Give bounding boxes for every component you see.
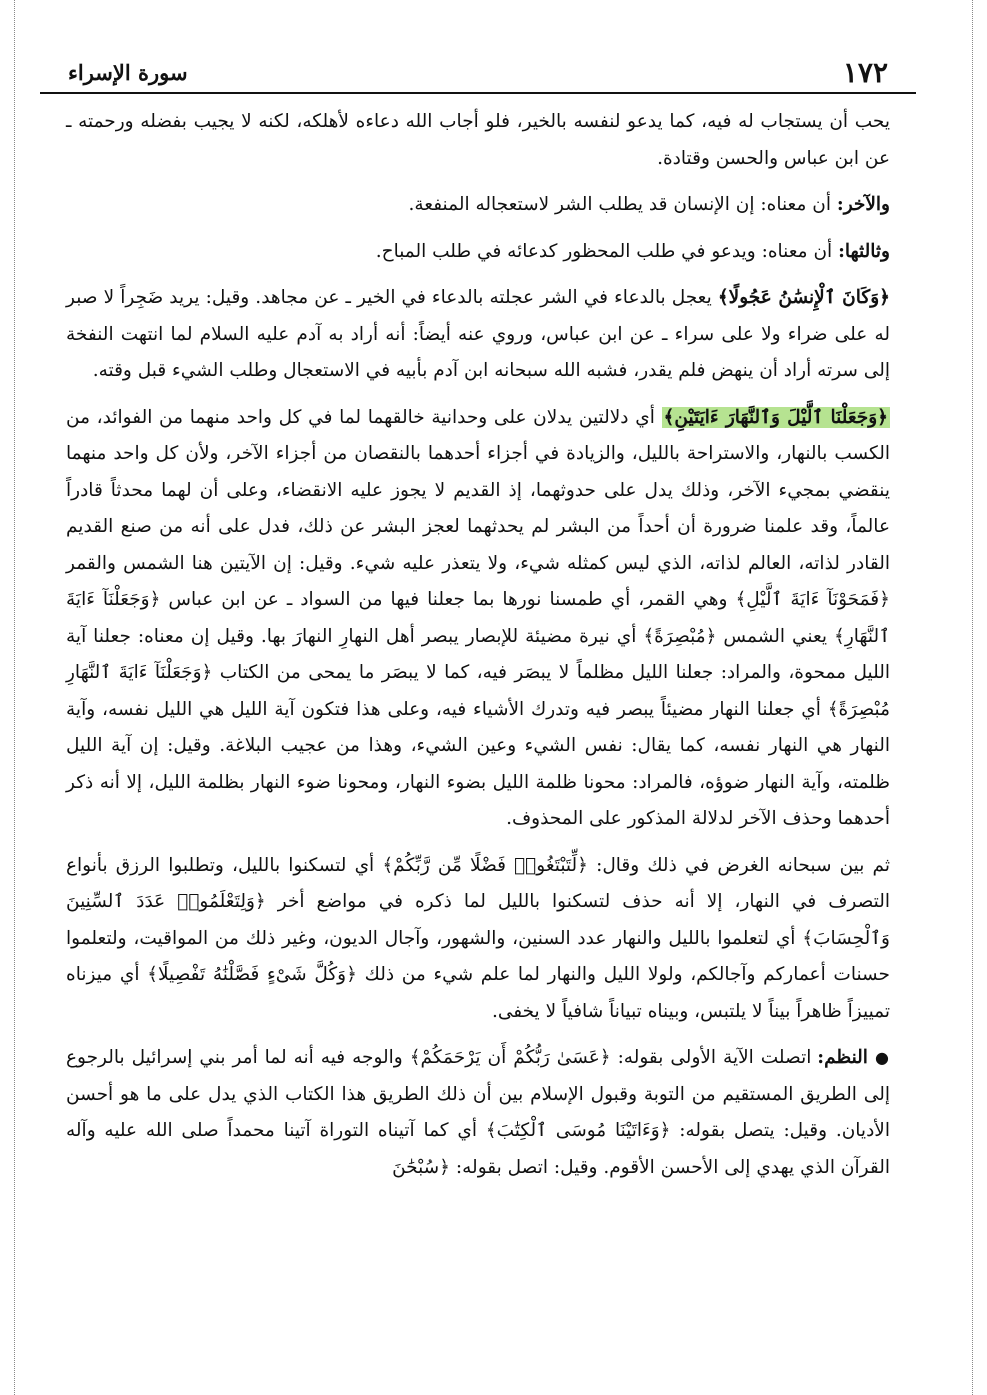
paragraph-lead: والآخر: — [836, 194, 890, 215]
paragraph-1 — [66, 104, 890, 177]
page-body — [40, 94, 916, 1186]
bullet-icon: ● — [874, 1048, 890, 1067]
paragraph-text: ثم بين سبحانه الغرض في ذلك وقال: ﴿لِّتَبْتَغُوا۟ فَضْلًا مِّن رَّبِّكُمْ﴾ أي لتسكنوا بالليل، وتطلبوا الرزق بأنواع التصرف في النهار، إلا أنه حذف لتسكنوا بالليل لما ذكره في مواضع أخر ﴿وَلِتَعْلَمُوا۟ عَدَدَ ٱلسِّنِينَ وَٱلْحِسَابَ﴾ أي لتعلموا بالليل والنهار عدد السنين، والشهور، وآجال الديون، وغير ذلك من المواقيت، ولتعلموا حسنات أعماركم وآجالكم، ولولا الليل والنهار لما علم شيء من ذلك ﴿وَكُلَّ شَىْءٍ فَصَّلْنَٰهُ تَفْصِيلًا﴾ أي ميزناه تمييزاً ظاهراً بيناً لا يلتبس، وبيناه تبياناً شافياً لا يخفى. — [66, 854, 890, 1022]
page-header — [40, 52, 916, 94]
surah-title: سورة الإسراء — [68, 59, 188, 85]
paragraph-6 — [66, 848, 890, 1031]
paragraph-text: أي دلالتين يدلان على وحدانية خالقهما لما في كل واحد منهما من الفوائد، من الكسب بالنهار، والاستراحة بالليل، والزيادة في أجزاء أحدهما بالنقصان من أجزاء الآخر، ولأن كل واحد منهما ينقضي بمجيء الآخر، وذلك يدل على حدوثهما، إذ القديم لا يجوز عليه الانقضاء، وعلى أن لهما محدثاً قادراً عالماً، وقد علمنا ضرورة أن أحداً من البشر لم يحدثهما لعجز البشر عن ذلك، فدل على أنه من صنع القديم القادر لذاته، العالم لذاته، الذي ليس كمثله شيء، ولا يتعذر عليه شيء. وقيل: إن الآيتين هنا الشمس والقمر ﴿فَمَحَوْنَآ ءَايَةَ ٱلَّيْلِ﴾ وهي القمر، أي طمسنا نورها بما جعلنا فيها من السواد ـ عن ابن عباس ﴿وَجَعَلْنَآ ءَايَةَ ٱلنَّهَارِ﴾ يعني الشمس ﴿مُبْصِرَةً﴾ أي نيرة مضيئة للإبصار يبصر أهل النهارِ النهارَ بها. وقيل إن معناه: جعلنا آية الليل ممحوة، والمراد: جعلنا الليل مظلماً لا يبصَر فيه، كما لا يبصَر ما يمحى من الكتاب ﴿وَجَعَلْنَآ ءَايَةَ ٱلنَّهَارِ مُبْصِرَةً﴾ أي جعلنا النهار مضيئاً يبصر فيه وتدرك الأشياء فيه، وعلى هذا فتكون آية الليل هي الليل نفسه، وآية النهار هي النهار نفسه، كما يقال: نفس الشيء وعين الشيء، وهذا من عجيب البلاغة. وقيل: إن آية الليل ظلمته، وآية النهار ضوؤه، فالمراد: محونا ظلمة الليل بضوء النهار، ومحونا ضوء النهار بظلمة الليل، إلا أنه ذكر أحدهما وحذف الآخر لدلالة المذكور على المحذوف. — [66, 406, 890, 829]
paragraph-text: اتصلت الآية الأولى بقوله: ﴿عَسَىٰ رَبُّكُمْ أَن يَرْحَمَكُمْ﴾ والوجه فيه أنه لما أمر بني إسرائيل بالرجوع إلى الطريق المستقيم من التوبة وقبول الإسلام بين أن ذلك الطريق هذا الكتاب الذي يدل على ما هو أحسن الأديان. وقيل: يتصل بقوله: ﴿وَءَاتَيْنَا مُوسَى ٱلْكِتَٰبَ﴾ أي كما آتيناه التوراة آتينا محمداً صلى الله عليه وآله القرآن الذي يهدي إلى الأحسن الأقوم. وقيل: اتصل بقوله: ﴿سُبْحَٰنَ — [66, 1047, 890, 1178]
page-number: ١٧٢ — [842, 55, 888, 89]
paragraph-lead: النظم: — [817, 1047, 868, 1068]
book-page — [40, 52, 916, 1382]
paragraph-4 — [66, 280, 890, 390]
paragraph-5 — [66, 400, 890, 838]
paragraph-2 — [66, 187, 890, 224]
paragraph-text: يعجل بالدعاء في الشر عجلته بالدعاء في الخير ـ عن مجاهد. وقيل: يريد ضَجِراً لا صبر له على ضراء ولا على سراء ـ عن ابن عباس، وروي عنه أيضاً: أنه أراد به آدم عليه السلام لما انتهت النفخة إلى سرته أراد أن ينهض فلم يقدر، فشبه الله سبحانه ابن آدم بأبيه في الاستعجال وطلب الشيء قبل وقته. — [66, 287, 890, 381]
scan-edge-left — [0, 0, 15, 1395]
scan-edge-right — [972, 0, 987, 1395]
quran-verse: ﴿وَكَانَ ٱلْإِنسَٰنُ عَجُولًا﴾ — [717, 287, 890, 308]
paragraph-lead: وثالثها: — [838, 240, 890, 262]
highlighted-verse[interactable]: ﴿وَجَعَلْنَا ٱلَّيْلَ وَٱلنَّهَارَ ءَايَتَيْنِ﴾ — [663, 406, 888, 428]
paragraph-text: يحب أن يستجاب له فيه، كما يدعو لنفسه بالخير، فلو أجاب الله دعاءه لأهلكه، لكنه لا يجيب بفضله ورحمته ـ عن ابن عباس والحسن وقتادة. — [66, 111, 890, 169]
paragraph-text: أن معناه: ويدعو في طلب المحظور كدعائه في طلب المباح. — [375, 240, 839, 262]
paragraph-3 — [66, 234, 890, 271]
paragraph-7 — [66, 1040, 890, 1186]
paragraph-text: أن معناه: إن الإنسان قد يطلب الشر لاستعجاله المنفعة. — [408, 194, 837, 215]
